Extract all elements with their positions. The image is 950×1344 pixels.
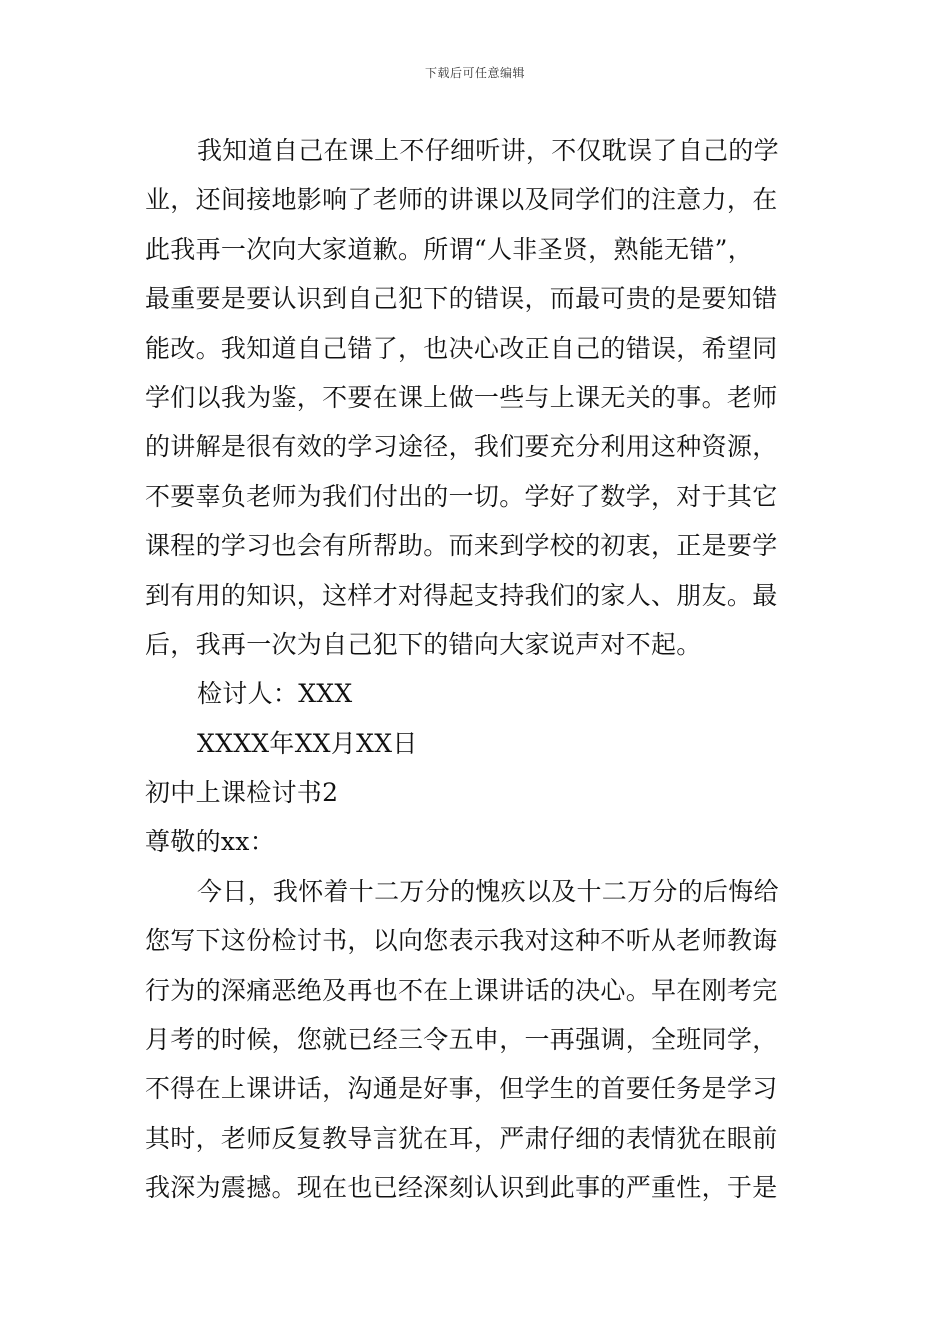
text-line: 后，我再一次为自己犯下的错向大家说声对不起。 xyxy=(145,629,702,659)
document-body xyxy=(145,126,810,1213)
text-line: 其时，老师反复教导言犹在耳，严肃仔细的表情犹在眼前 xyxy=(145,1123,778,1153)
signature-author: 检讨人：XXX xyxy=(197,679,353,709)
signature-date: XXXX年XX月XX日 xyxy=(197,728,418,758)
text-line: 月考的时候，您就已经三令五申，一再强调，全班同学， xyxy=(145,1025,778,1055)
text-line: 此我再一次向大家道歉。所谓“人非圣贤，熟能无错”， xyxy=(145,234,754,264)
text-line: 我知道自己在课上不仔细听讲，不仅耽误了自己的学 xyxy=(197,136,779,165)
text-line: 不要辜负老师为我们付出的一切。学好了数学，对于其它 xyxy=(145,481,778,511)
text-line: 的讲解是很有效的学习途径，我们要充分利用这种资源， xyxy=(145,432,778,462)
text-line: 不得在上课讲话，沟通是好事，但学生的首要任务是学习 xyxy=(145,1074,778,1104)
text-line: 今日，我怀着十二万分的愧疚以及十二万分的后悔给 xyxy=(197,876,779,906)
text-line: 最重要是要认识到自己犯下的错误，而最可贵的是要知错 xyxy=(145,284,778,314)
text-line: 能改。我知道自己错了，也决心改正自己的错误，希望同 xyxy=(145,333,778,363)
text-line: 课程的学习也会有所帮助。而来到学校的初衷，正是要学 xyxy=(145,531,778,561)
paragraph-apology xyxy=(145,126,810,669)
text-line: 学们以我为鉴，不要在课上做一些与上课无关的事。老师 xyxy=(145,382,778,412)
text-line: 我深为震撼。现在也已经深刻认识到此事的严重性，于是 xyxy=(145,1173,778,1203)
section-title: 初中上课检讨书2 xyxy=(145,778,339,808)
salutation: 尊敬的xx： xyxy=(145,827,275,857)
page-header-note: 下载后可任意编辑 xyxy=(424,66,525,80)
text-line: 业，还间接地影响了老师的讲课以及同学们的注意力，在 xyxy=(145,185,778,215)
text-line: 您写下这份检讨书，以向您表示我对这种不听从老师教诲 xyxy=(145,926,778,956)
paragraph-section2 xyxy=(145,867,810,1213)
text-line: 行为的深痛恶绝及再也不在上课讲话的决心。早在刚考完 xyxy=(145,975,778,1005)
text-line: 到有用的知识，这样才对得起支持我们的家人、朋友。最 xyxy=(145,580,778,610)
